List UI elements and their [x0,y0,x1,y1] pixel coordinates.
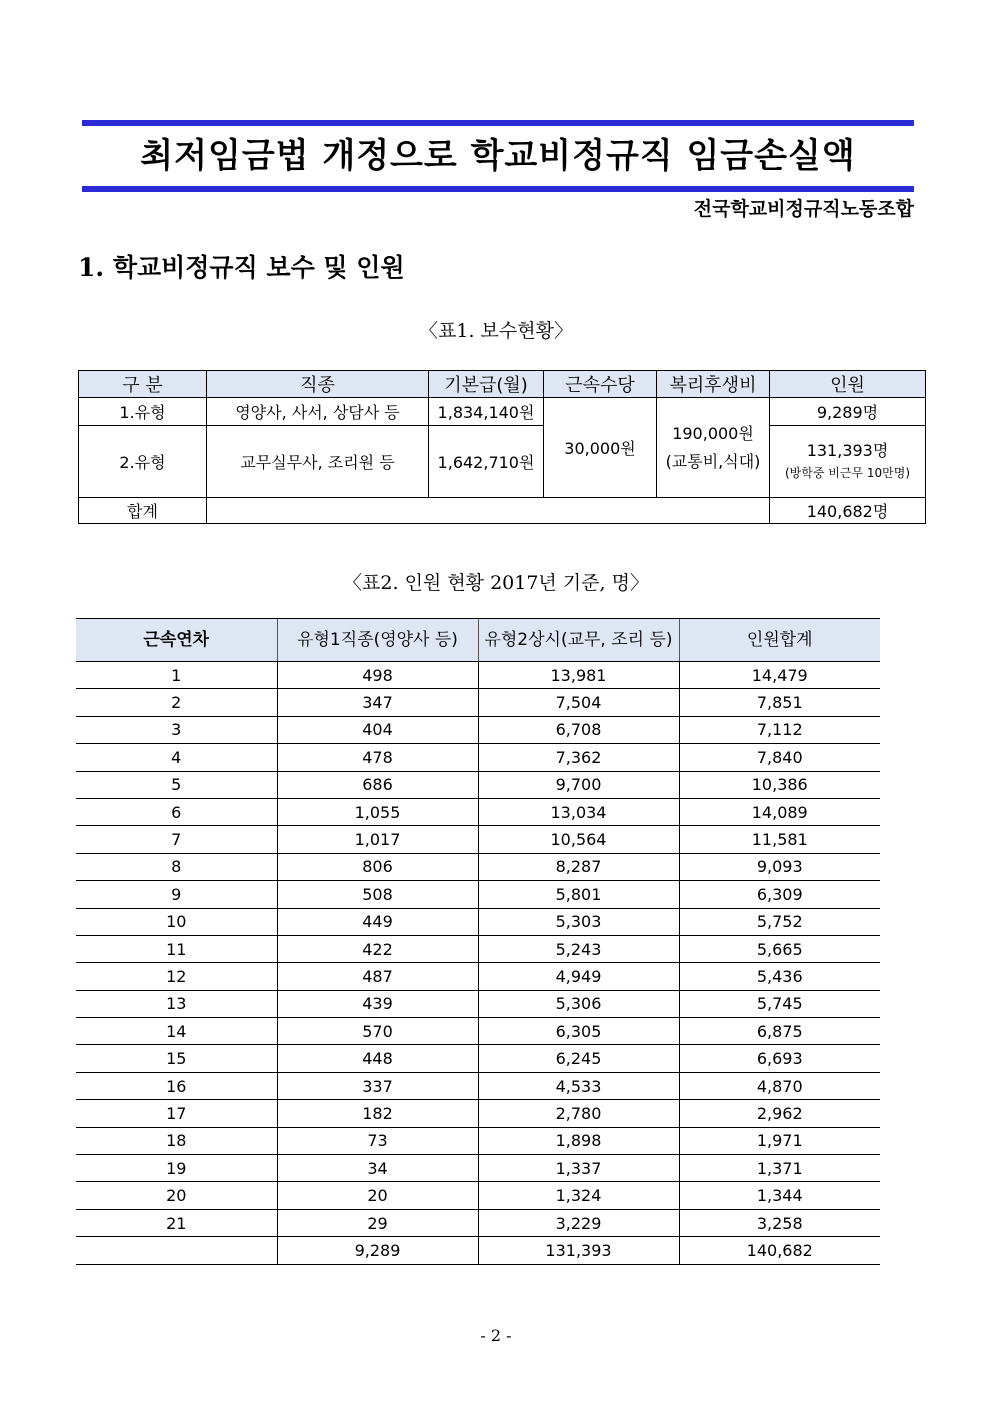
type2-cell: 5,303 [478,908,679,935]
type2-cell: 6,305 [478,1018,679,1045]
total-row [79,498,926,524]
table-row [76,1018,880,1045]
type1-cell: 686 [277,771,478,798]
table-row [76,744,880,771]
table-row [76,935,880,962]
type-cell: 2.유형 [79,426,207,498]
header-total: 인원합계 [679,619,880,662]
type1-cell: 508 [277,881,478,908]
table-row [76,1127,880,1154]
document-title: 최저임금법 개정으로 학교비정규직 임금손실액 [140,136,856,176]
type1-cell: 570 [277,1018,478,1045]
table1-caption: 〈표1. 보수현황〉 [419,320,573,342]
total-cell: 11,581 [679,826,880,853]
total-cell: 6,309 [679,881,880,908]
type2-cell: 3,229 [478,1209,679,1236]
years-cell: 9 [76,881,277,908]
years-cell: 3 [76,716,277,743]
type2-cell: 5,801 [478,881,679,908]
table-row [76,963,880,990]
type1-cell: 448 [277,1045,478,1072]
type1-cell: 182 [277,1100,478,1127]
type2-cell: 6,245 [478,1045,679,1072]
seniority-allowance-cell: 30,000원 [544,398,657,498]
table-row [76,771,880,798]
headcount-table [76,618,880,1265]
table-row [76,689,880,716]
header-base-pay: 기본급(월) [429,371,544,398]
type1-cell: 20 [277,1182,478,1209]
table-row [76,1045,880,1072]
years-cell: 17 [76,1100,277,1127]
header-type1: 유형1직종(영양사 등) [277,619,478,662]
type2-cell: 6,708 [478,716,679,743]
header-category: 구 분 [79,371,207,398]
table-row [76,1100,880,1127]
type1-cell: 439 [277,990,478,1017]
table-row [76,826,880,853]
table-row [79,426,926,498]
table-row [76,1155,880,1182]
base-pay-cell: 1,834,140원 [429,398,544,426]
job-cell: 영양사, 사서, 상담사 등 [207,398,429,426]
years-cell [76,1237,277,1264]
header-job: 직종 [207,371,429,398]
years-cell: 5 [76,771,277,798]
years-cell: 16 [76,1072,277,1099]
type1-cell: 806 [277,853,478,880]
total-cell: 9,093 [679,853,880,880]
type2-cell: 4,533 [478,1072,679,1099]
table-row [76,990,880,1017]
header-headcount: 인원 [770,371,926,398]
total-cell: 14,089 [679,798,880,825]
type1-cell: 1,055 [277,798,478,825]
years-cell: 14 [76,1018,277,1045]
type2-cell: 1,898 [478,1127,679,1154]
type1-cell: 34 [277,1155,478,1182]
organization-name: 전국학교비정규직노동조합 [693,198,914,220]
years-cell: 4 [76,744,277,771]
years-cell: 12 [76,963,277,990]
total-cell: 5,665 [679,935,880,962]
table-header-row [79,371,926,398]
type2-cell: 13,034 [478,798,679,825]
header-years: 근속연차 [76,619,277,662]
total-cell: 5,745 [679,990,880,1017]
headcount-value: 131,393명 [806,440,889,460]
table-row [76,1072,880,1099]
years-cell: 18 [76,1127,277,1154]
type2-cell: 4,949 [478,963,679,990]
total-cell: 1,344 [679,1182,880,1209]
total-cell: 1,371 [679,1155,880,1182]
type1-cell: 498 [277,662,478,689]
total-cell: 3,258 [679,1209,880,1236]
total-cell: 6,693 [679,1045,880,1072]
table-header-row [76,619,880,662]
compensation-table [78,370,926,524]
years-cell: 15 [76,1045,277,1072]
total-label: 합계 [79,498,207,524]
table-row [76,1182,880,1209]
header-welfare: 복리후생비 [657,371,770,398]
type1-cell: 1,017 [277,826,478,853]
table-row [76,662,880,689]
headcount-cell [770,426,926,498]
total-headcount: 140,682명 [770,498,926,524]
table-row [79,398,926,426]
table2-caption: 〈표2. 인원 현황 2017년 기준, 명〉 [343,572,649,594]
table2-body [76,662,880,1265]
type-cell: 1.유형 [79,398,207,426]
type1-cell: 478 [277,744,478,771]
table-row [76,881,880,908]
type2-cell: 5,306 [478,990,679,1017]
type2-cell: 8,287 [478,853,679,880]
type1-cell: 487 [277,963,478,990]
type2-cell: 1,324 [478,1182,679,1209]
type1-cell: 347 [277,689,478,716]
type1-cell: 449 [277,908,478,935]
total-cell: 2,962 [679,1100,880,1127]
section-title: 학교비정규직 보수 및 인원 [112,253,405,282]
total-cell: 5,436 [679,963,880,990]
years-cell: 7 [76,826,277,853]
type2-cell: 10,564 [478,826,679,853]
base-pay-cell: 1,642,710원 [429,426,544,498]
years-cell: 6 [76,798,277,825]
type2-cell: 1,337 [478,1155,679,1182]
years-cell: 21 [76,1209,277,1236]
section-heading [78,248,405,284]
years-cell: 20 [76,1182,277,1209]
headcount-note: (방학중 비근무 10만명) [785,465,910,480]
welfare-note: (교통비,식대) [665,451,761,471]
type2-cell: 13,981 [478,662,679,689]
total-cell: 14,479 [679,662,880,689]
total-cell: 7,840 [679,744,880,771]
table-row [76,1209,880,1236]
header-seniority-allowance: 근속수당 [544,371,657,398]
type2-cell: 9,700 [478,771,679,798]
type1-cell: 29 [277,1209,478,1236]
total-cell: 6,875 [679,1018,880,1045]
type1-cell: 73 [277,1127,478,1154]
total-cell: 140,682 [679,1237,880,1264]
total-cell: 4,870 [679,1072,880,1099]
type1-cell: 9,289 [277,1237,478,1264]
years-cell: 8 [76,853,277,880]
years-cell: 11 [76,935,277,962]
table-row [76,798,880,825]
type1-cell: 404 [277,716,478,743]
table-row [76,716,880,743]
type2-cell: 7,504 [478,689,679,716]
type2-cell: 131,393 [478,1237,679,1264]
years-cell: 13 [76,990,277,1017]
total-cell: 5,752 [679,908,880,935]
sum-row [76,1237,880,1264]
type2-cell: 2,780 [478,1100,679,1127]
type1-cell: 337 [277,1072,478,1099]
total-cell: 7,851 [679,689,880,716]
total-cell: 7,112 [679,716,880,743]
years-cell: 2 [76,689,277,716]
welfare-amount: 190,000원 [672,423,754,443]
title-rule-top [82,120,914,126]
years-cell: 19 [76,1155,277,1182]
table-row [76,908,880,935]
type2-cell: 5,243 [478,935,679,962]
welfare-cell [657,398,770,498]
type1-cell: 422 [277,935,478,962]
years-cell: 1 [76,662,277,689]
type2-cell: 7,362 [478,744,679,771]
total-cell: 10,386 [679,771,880,798]
job-cell: 교무실무사, 조리원 등 [207,426,429,498]
total-cell: 1,971 [679,1127,880,1154]
headcount-cell: 9,289명 [770,398,926,426]
header-type2: 유형2상시(교무, 조리 등) [478,619,679,662]
years-cell: 10 [76,908,277,935]
total-blank [207,498,770,524]
page-number: - 2 - [480,1326,512,1345]
title-rule-bottom [82,186,914,192]
table-row [76,853,880,880]
section-number: 1. [78,253,105,282]
